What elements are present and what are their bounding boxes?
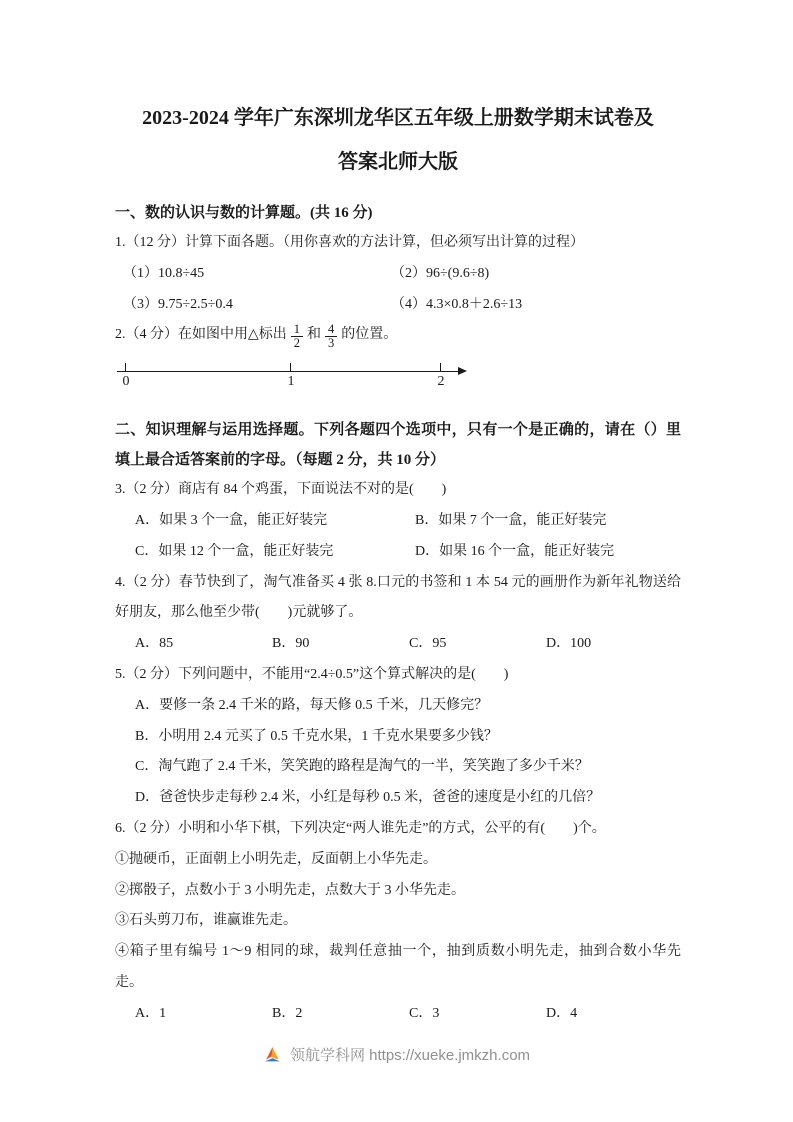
q5-option-d: D．爸爸快步走每秒 2.4 米，小红是每秒 0.5 米，爸爸的速度是小红的几倍？: [135, 790, 601, 806]
q6-statement-1: ①抛硬币，正面朝上小明先走，反面朝上小华先走。: [115, 851, 437, 867]
number-line-tick-2: [440, 363, 441, 372]
q6-option-d: D．4: [546, 1005, 578, 1021]
section-1-header: 一、数的认识与数的计算题。(共 16 分): [115, 205, 373, 221]
number-line-tick-0: [125, 363, 126, 372]
number-line-axis: [117, 371, 459, 372]
q6-option-a: A．1: [135, 1005, 167, 1021]
document-title: [115, 96, 681, 184]
title-line-1: 2023-2024 学年广东深圳龙华区五年级上册数学期末试卷及: [142, 107, 654, 129]
q3-option-d: D．如果 16 个一盒，能正好装完: [415, 543, 615, 559]
fraction-four-thirds: [325, 323, 337, 350]
q2-text-prefix: 2.（4 分）在如图中用△标出: [115, 327, 287, 343]
q2-text-suffix: 的位置。: [341, 327, 398, 343]
q1-item-1: （1）10.8÷45: [123, 265, 205, 281]
number-line-arrow-icon: [458, 367, 467, 375]
question-6-stem: 6.（2 分）小明和小华下棋，下列决定“两人谁先走”的方式，公平的有( )个。: [115, 820, 606, 836]
q4-option-d: D．100: [546, 636, 592, 652]
q6-option-b: B．2: [272, 1005, 303, 1021]
q3-option-c: C．如果 12 个一盒，能正好装完: [135, 543, 334, 559]
q2-text-mid: 和: [307, 327, 322, 343]
q6-option-c: C．3: [409, 1005, 440, 1021]
q5-option-b: B．小明用 2.4 元买了 0.5 千克水果，1 千克水果要多少钱？: [135, 728, 498, 744]
question-1-stem: 1.（12 分）计算下面各题。（用你喜欢的方法计算，但必须写出计算的过程）: [115, 235, 584, 250]
footer-watermark: [0, 1044, 793, 1065]
question-4-stem: 4.（2 分）春节快到了，淘气准备买 4 张 8.口元的书签和 1 本 54 元的画册作为新年礼物送给好朋友，那么他至少带( )元就够了。: [115, 574, 681, 621]
q1-item-4: （4）4.3×0.8＋2.6÷13: [391, 296, 523, 312]
question-2-stem: [115, 320, 681, 351]
q1-item-2: （2）96÷(9.6÷8): [391, 265, 490, 281]
q6-statement-4: ④箱子里有编号 1～9 相同的球，裁判任意抽一个，抽到质数小明先走，抽到合数小华先走。: [115, 944, 681, 990]
section-2-header: 二、知识理解与运用选择题。下列各题四个选项中，只有一个是正确的，请在（）里填上最合适答案前的字母。（每题 2 分，共 10 分）: [115, 422, 681, 469]
q4-options-row: [115, 629, 681, 660]
q1-items-row-2: [115, 290, 681, 321]
q3-options-row-1: [115, 506, 681, 537]
footer-site-link[interactable]: 领航学科网 https://xueke.jmkzh.com: [289, 1047, 531, 1064]
q6-options-row: [115, 999, 681, 1030]
fraction-numerator: 4: [328, 322, 335, 337]
fraction-numerator: 1: [293, 322, 301, 337]
question-3-stem: 3.（2 分）商店有 84 个鸡蛋，下面说法不对的是( ): [115, 482, 447, 498]
number-line-tick-1: [290, 363, 291, 372]
q6-statement-2: ②掷骰子，点数小于 3 小明先走，点数大于 3 小华先走。: [115, 882, 465, 898]
question-5-stem: 5.（2 分）下列问题中，不能用“2.4÷0.5”这个算式解决的是( ): [115, 666, 509, 682]
number-line-label-0: 0: [122, 374, 130, 390]
q1-item-3: （3）9.75÷2.5÷0.4: [123, 296, 233, 312]
fraction-denominator: 2: [291, 336, 303, 350]
number-line-figure: [117, 357, 497, 405]
q3-options-row-2: [115, 537, 681, 568]
site-logo-icon: [263, 1045, 282, 1064]
q4-option-a: A．85: [135, 636, 174, 652]
q4-option-b: B．90: [272, 636, 310, 652]
title-line-2: 答案北师大版: [338, 151, 458, 173]
number-line-label-1: 1: [287, 374, 295, 390]
number-line-label-2: 2: [437, 374, 445, 390]
q3-option-a: A．如果 3 个一盒，能正好装完: [135, 512, 328, 528]
q1-items-row-1: [115, 259, 681, 290]
q5-option-a: A．要修一条 2.4 千米的路，每天修 0.5 千米，几天修完？: [135, 697, 489, 713]
fraction-denominator: 3: [325, 336, 337, 350]
q5-option-c: C．淘气跑了 2.4 千米，笑笑跑的路程是淘气的一半，笑笑跑了多少千米？: [135, 759, 589, 775]
q4-option-c: C．95: [409, 636, 447, 652]
q6-statement-3: ③石头剪刀布，谁赢谁先走。: [115, 913, 297, 929]
q3-option-b: B．如果 7 个一盒，能正好装完: [415, 512, 607, 528]
fraction-one-half: [291, 323, 303, 350]
